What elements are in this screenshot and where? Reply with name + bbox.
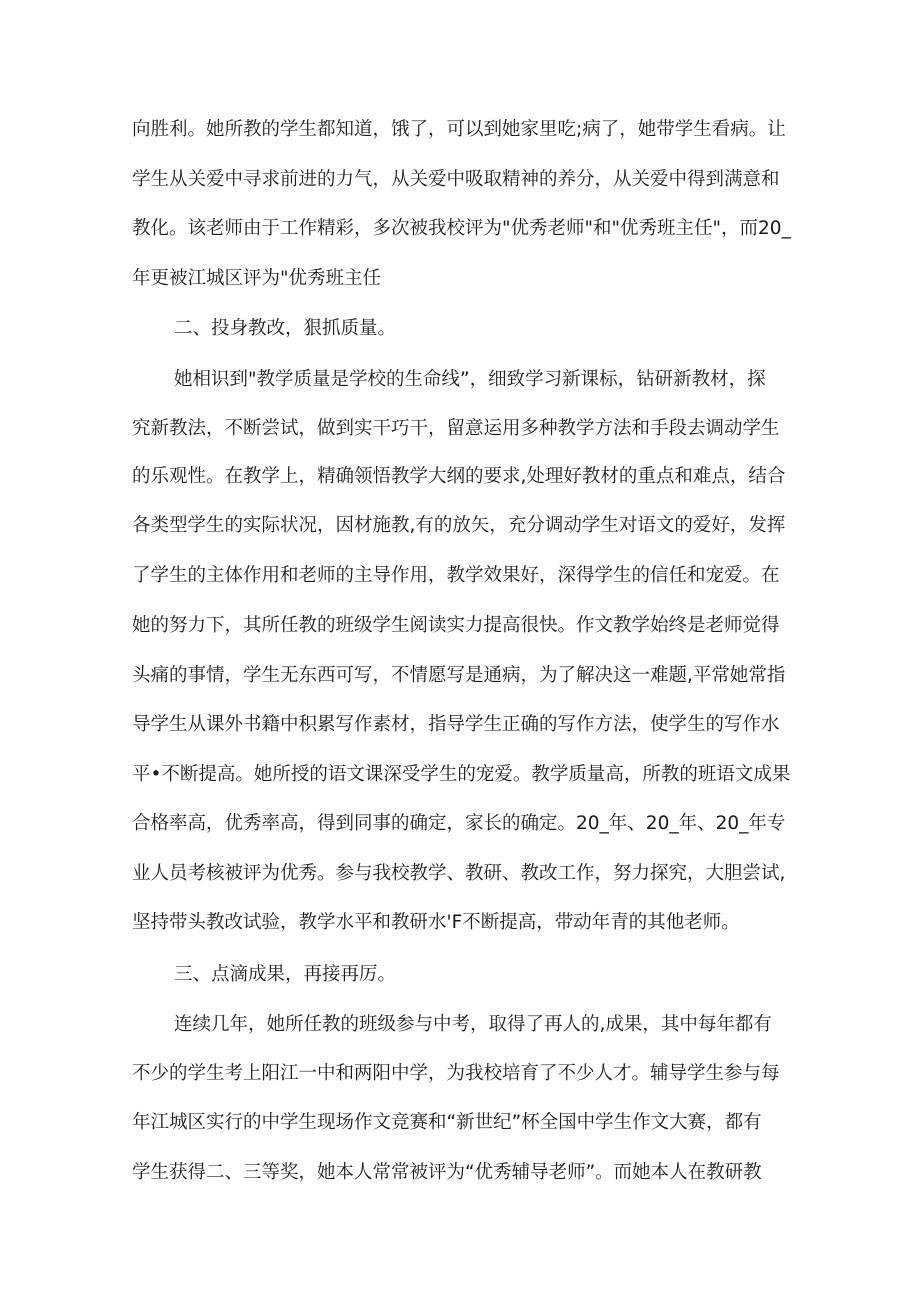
text-line: 合格率高，优秀率高，得到同事的确定，家长的确定。20_年、20_年、20_年专 [132,813,786,834]
text-line: 教化。该老师由于工作精彩，多次被我校评为"优秀老师"和"优秀班主任"，而20_ [132,218,791,239]
text-line: 平•不断提高。她所授的语文课深受学生的宠爱。教学质量高，所教的班语文成果 [132,764,791,785]
text-line: 业人员考核被评为优秀。参与我校教学、教研、教改工作，努力探究，大胆尝试, [132,863,786,884]
text-line: 学生从关爱中寻求前进的力气，从关爱中吸取精神的养分，从关爱中得到满意和 [132,169,780,190]
text-line: 不少的学生考上阳江一中和两阳中学，为我校培育了不少人才。辅导学生参与每 [132,1063,780,1084]
text-line: 了学生的主体作用和老师的主导作用，教学效果好，深得学生的信任和宠爱。在 [132,565,780,586]
text-line: 各类型学生的实际状况，因材施教,有的放矢，充分调动学生对语文的爱好，发挥 [132,515,786,536]
text-line: 她的努力下，其所任教的班级学生阅读实力提高很快。作文教学始终是老师觉得 [132,615,780,636]
text-line: 究新教法，不断尝试，做到实干巧干，留意运用多种教学方法和手段去调动学生 [132,418,780,439]
text-line: 头痛的事情，学生无东西可写，不情愿写是通病，为了解决这一难题,平常她常指 [132,665,786,686]
text-line: 年江城区实行的中学生现场作文竞赛和“新世纪”杯全国中学生作文大赛，都有 [132,1112,762,1133]
text-line: 坚持带头教改试验，教学水平和教研水'F不断提高，带动年青的其他老师。 [132,912,740,933]
text-line: 连续几年，她所任教的班级参与中考，取得了再人的,成果，其中每年都有 [174,1014,772,1035]
text-line: 的乐观性。在教学上，精确领悟教学大纲的要求,处理好教材的重点和难点，结合 [132,466,786,487]
text-line: 她相识到"教学质量是学校的生命线”，细致学习新课标，钻研新教材，探 [174,369,766,390]
section-heading: 三、点滴成果，再接再厉。 [174,964,397,985]
text-line: 学生获得二、三等奖，她本人常常被评为“优秀辅导老师”。而她本人在教研教 [132,1162,762,1183]
text-line: 向胜利。她所教的学生都知道，饿了，可以到她家里吃;病了，她带学生看病。让 [132,119,786,140]
text-line: 导学生从课外书籍中积累写作素材，指导学生正确的写作方法，使学生的写作水 [132,714,780,735]
section-heading: 二、投身教改，狠抓质量。 [174,318,397,339]
text-line: 年更被江城区评为"优秀班主任 [132,268,382,289]
